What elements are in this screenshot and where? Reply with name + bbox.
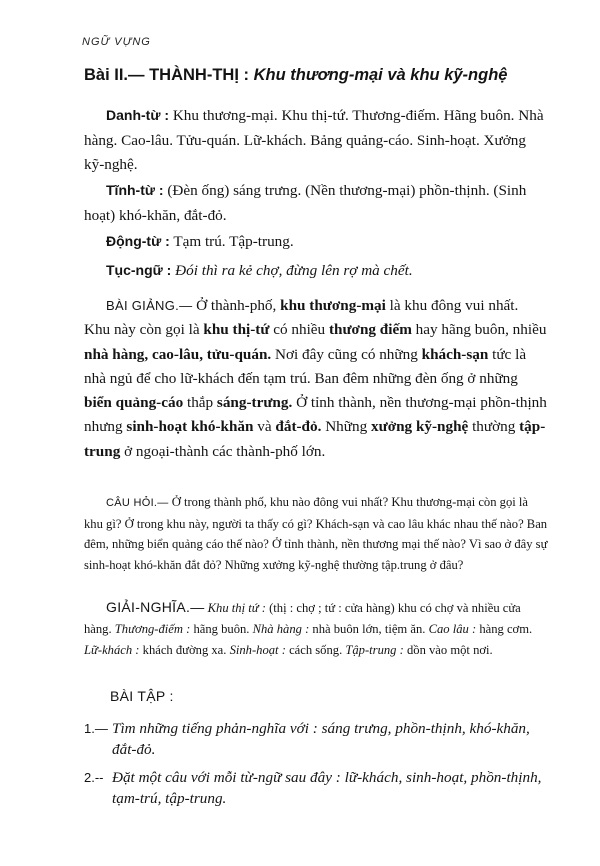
glossary-def: (thị : chợ ; tứ : cửa hàng) khu có chợ và nhiều cửa hàng. <box>84 601 521 636</box>
lesson-text: thường <box>472 418 516 436</box>
proverb-label: Tục-ngữ : <box>106 262 172 278</box>
lesson-term: biển quảng-cáo <box>84 394 184 412</box>
questions-label: CÂU HỎI.— <box>106 497 169 509</box>
lesson-text: có nhiều <box>273 321 326 339</box>
adj-text: (Đèn ống) sáng trưng. (Nền thương-mại) phồn-thịnh. (Sinh hoạt) khó-khăn, đắt-đỏ. <box>84 182 527 224</box>
verb-label: Động-từ : <box>106 233 170 249</box>
exercise-text: Đặt một câu với mỗi từ-ngữ sau đây : lữ-khách, sinh-hoạt, phồn-thịnh, tạm-trú, tập-trung. <box>112 769 542 807</box>
lesson-term: xưởng kỹ-nghệ <box>370 418 469 436</box>
lesson-term: khu thị-tứ <box>203 321 270 339</box>
lesson-text: và <box>257 418 272 436</box>
adj-label: Tĩnh-từ : <box>106 182 164 198</box>
lesson-text: đến tạm trú. Ban đêm những đèn ống ở những <box>237 369 518 387</box>
lesson-number: Bài II.— THÀNH-THỊ : <box>84 66 249 84</box>
glossary-term: Thương-điếm : <box>114 622 191 636</box>
glossary-term: Sinh-hoạt : <box>229 643 286 657</box>
glossary-def: dồn vào một nơi. <box>406 643 493 657</box>
glossary-term: Tập-trung : <box>345 643 404 657</box>
lesson-term: sáng-trưng. <box>216 394 293 412</box>
vocab-proverb <box>84 258 548 284</box>
exercises-heading-text: BÀI TẬP : <box>110 688 174 704</box>
exercise-number: 2.-- <box>84 770 104 785</box>
glossary-def: nhà buôn lớn, tiệm ăn. <box>312 622 426 636</box>
exercise-item <box>84 767 552 809</box>
lesson-topic: Khu thương-mại và khu kỹ-nghệ <box>253 66 508 84</box>
lesson-text: Ở thành-phố, <box>196 297 277 314</box>
lesson-text: ở ngoại-thành các thành-phố lớn. <box>124 442 326 460</box>
questions-text: Ở trong thành phố, khu nào đông vui nhất? Khu thương-mại còn gọi là khu gì? Ở trong khu này, người ta thấy có gì? Khách-sạn và cao lâu khác nhau thế nào? Ban đêm, những biển quảng cáo thế nào? Ở tỉnh thành, nền thương mại thế nào? Vì sao ở đây sự sinh-hoạt khó-khăn đắt đỏ? Những xưởng kỹ-nghệ thường tập.trung ở đâu? <box>84 495 548 572</box>
lesson-term: đắt-đỏ. <box>275 418 322 436</box>
lesson-text: thắp <box>186 394 214 412</box>
exercises-heading <box>110 684 574 710</box>
exercise-text: Tìm những tiếng phản-nghĩa với : sáng trưng, phồn-thịnh, khó-khăn, đắt-đỏ. <box>112 720 530 758</box>
glossary-label: GIẢI-NGHĨA.— <box>106 599 205 615</box>
lesson-text: Ở tỉnh thành, nền thương-mại phồn-thịnh nhưng <box>84 394 547 436</box>
noun-label: Danh-từ : <box>106 107 170 123</box>
lesson-body <box>84 294 548 464</box>
vocab-verbs <box>84 229 548 255</box>
proverb-text: Đói thì ra kẻ chợ, đừng lên rợ mà chết. <box>175 262 413 279</box>
lesson-text: tức là nhà ngủ để cho <box>84 345 527 387</box>
lesson-text: Nơi đây cũng có những <box>275 345 418 363</box>
glossary-def: hàng cơm. <box>479 622 533 636</box>
questions-section <box>84 492 548 575</box>
exercise-number: 1.— <box>84 721 108 736</box>
glossary-section <box>84 597 548 661</box>
glossary-def: khách đường xa. <box>142 643 227 657</box>
verb-text: Tạm trú. Tập-trung. <box>173 233 294 250</box>
glossary-def: hãng buôn. <box>193 622 250 636</box>
vocab-adjectives <box>84 178 548 228</box>
lesson-text: lữ-khách <box>180 369 234 387</box>
lesson-term: thương điếm <box>328 321 412 339</box>
glossary-term: Nhà hàng : <box>252 622 310 636</box>
glossary-term: Lữ-khách : <box>84 643 140 657</box>
lesson-label: BÀI GIẢNG.— <box>106 298 193 313</box>
glossary-term: Cao lâu : <box>428 622 477 636</box>
running-head: NGỮ VỰNG <box>82 36 151 48</box>
exercise-item <box>84 718 552 760</box>
lesson-text: là khu đông vui nhất. Khu này còn gọi là <box>84 297 519 339</box>
lesson-text: hay hãng buôn, nhiều <box>415 321 547 339</box>
glossary-term: Khu thị tứ : <box>207 601 266 615</box>
lesson-term: sinh-hoạt khó-khăn <box>126 418 254 436</box>
lesson-text: Những <box>325 418 368 436</box>
lesson-term: khu thương-mại <box>280 297 386 314</box>
lesson-term: tập-trung <box>84 418 546 460</box>
lesson-term: khách-sạn <box>421 345 489 363</box>
glossary-def: cách sống. <box>289 643 343 657</box>
lesson-title <box>84 66 574 85</box>
noun-text: Khu thương-mại. Khu thị-tứ. Thương-điếm. Hãng buôn. Nhà hàng. Cao-lâu. Tửu-quán. Lữ-khách. Bảng quảng-cáo. Sinh-hoạt. Xưởng kỹ-nghệ. <box>84 107 544 173</box>
lesson-term: nhà hàng, cao-lâu, tửu-quán. <box>84 345 272 363</box>
vocab-nouns <box>84 103 548 178</box>
